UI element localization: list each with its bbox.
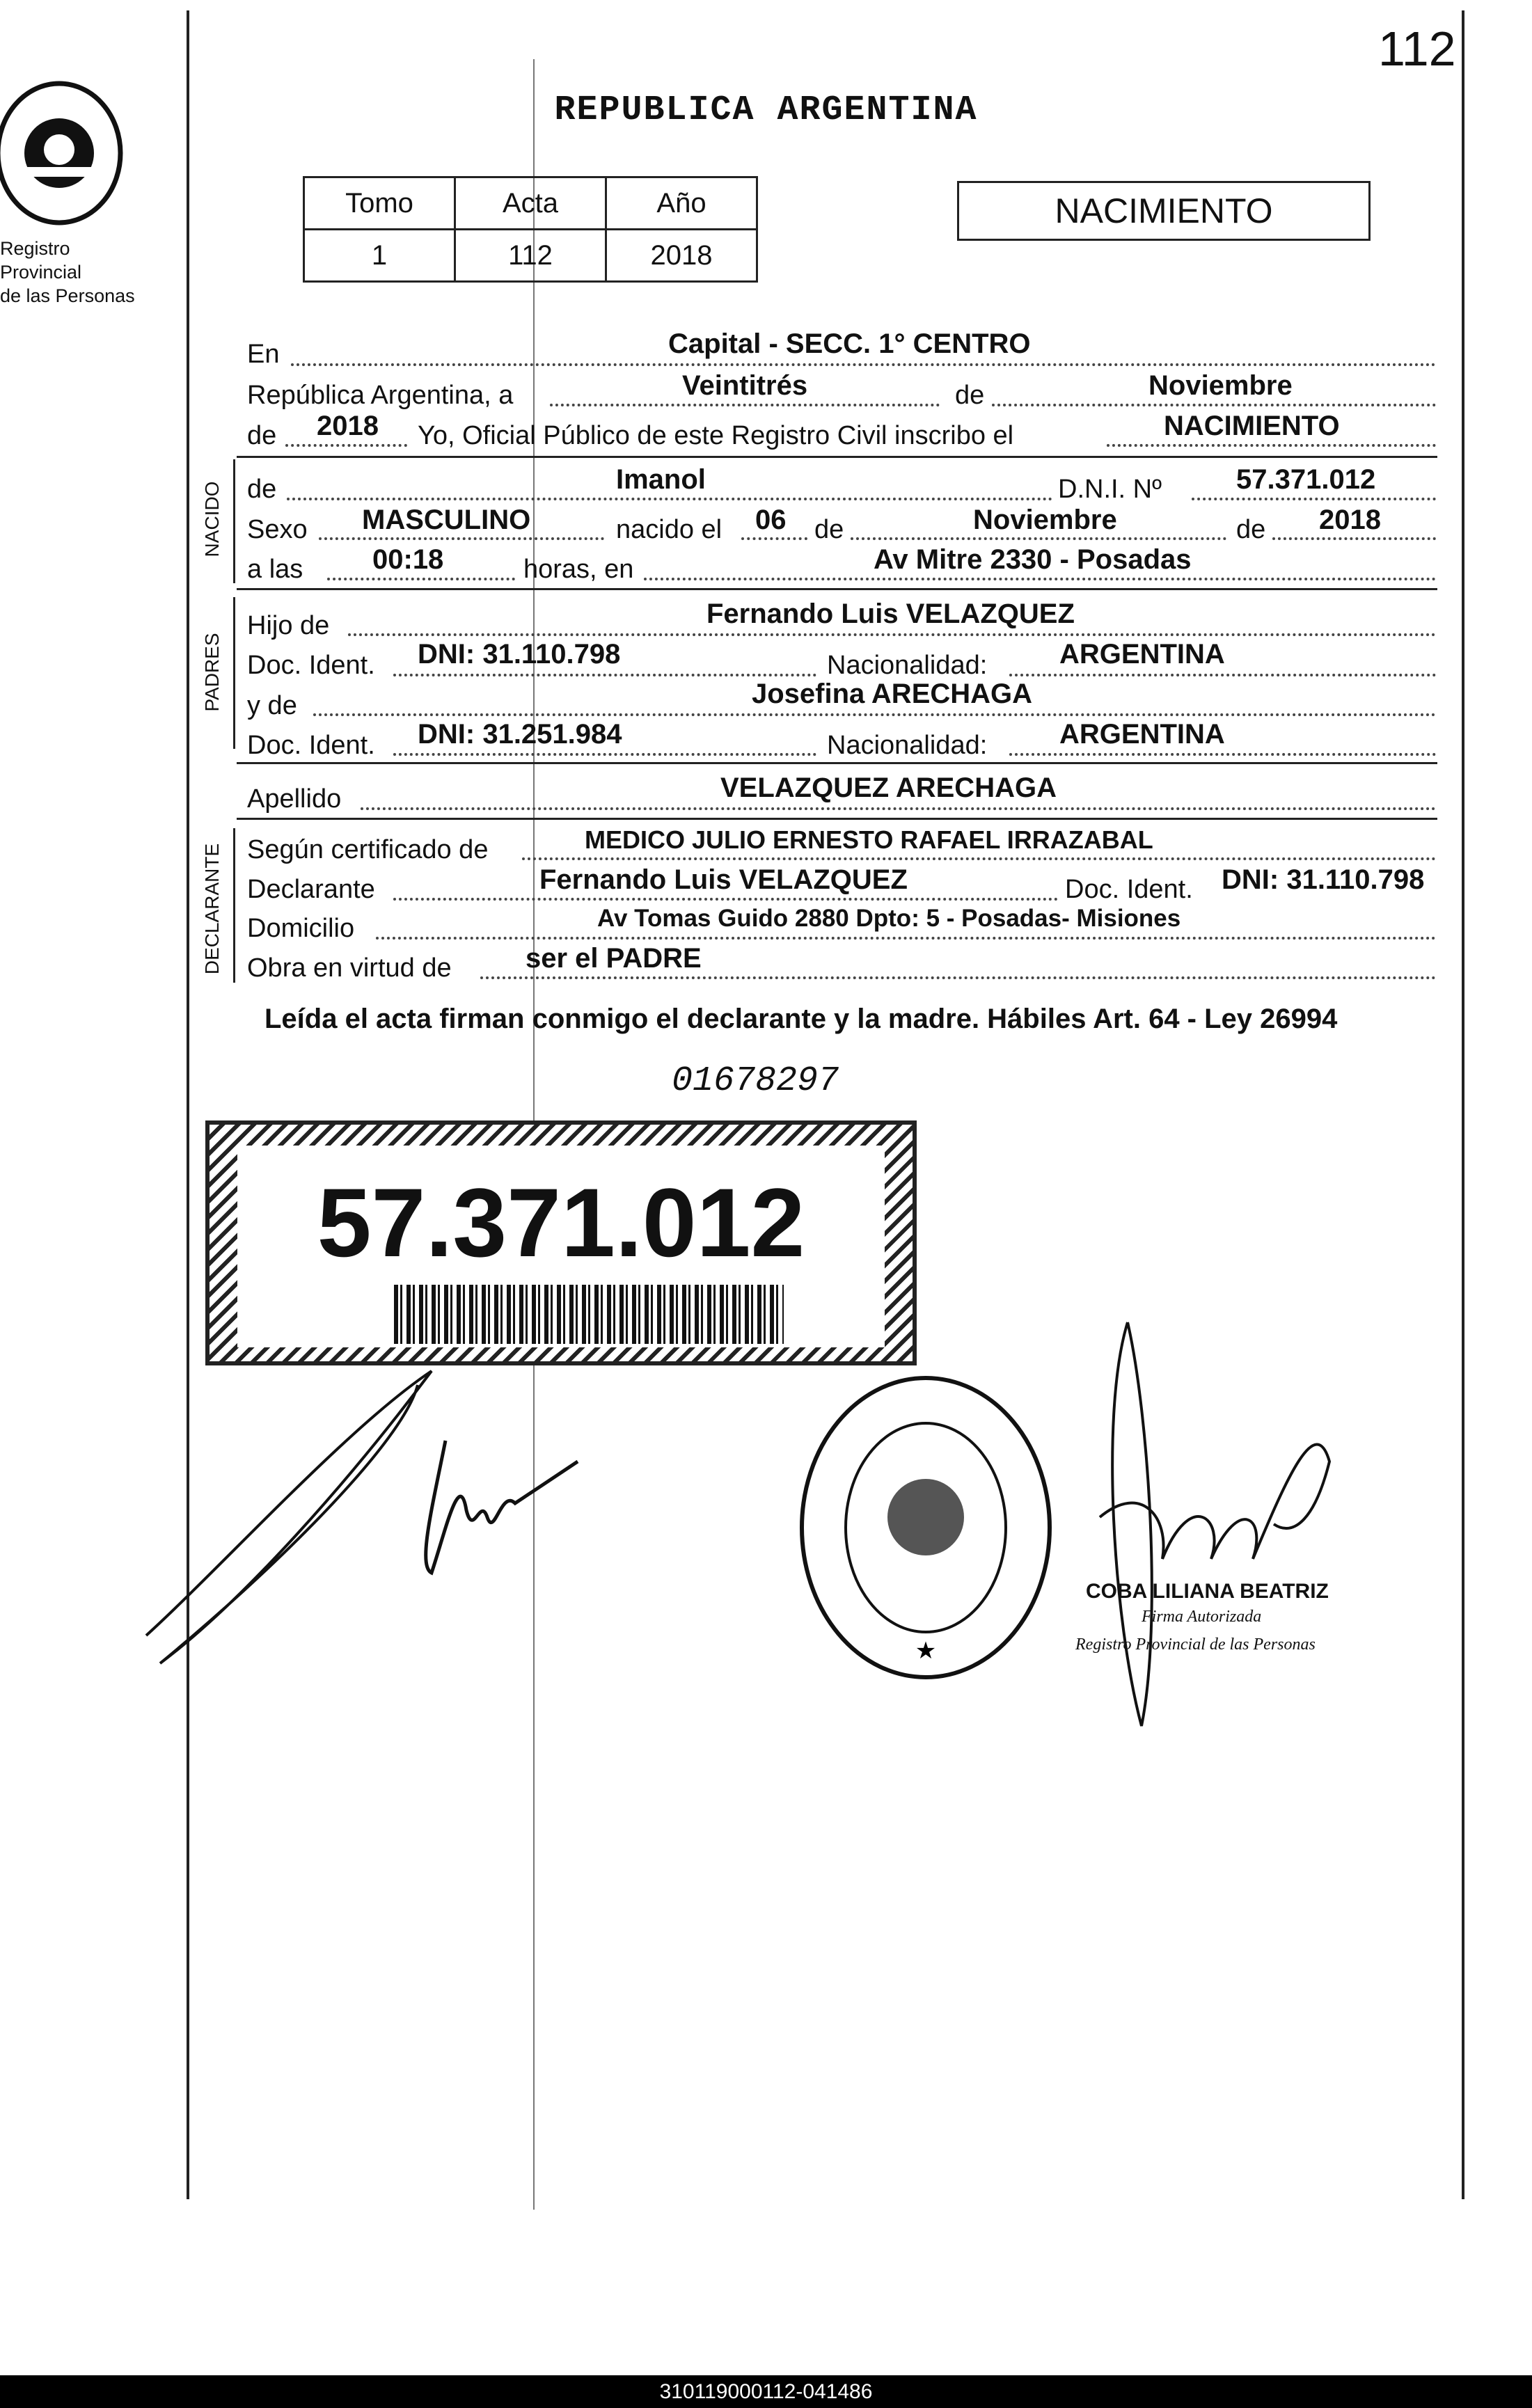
nacido-section-label: NACIDO xyxy=(201,481,223,557)
birth-month: Noviembre xyxy=(973,505,1117,535)
label-year: de xyxy=(247,421,277,450)
page-number: 112 xyxy=(1378,22,1456,76)
label-country: República Argentina, a xyxy=(247,381,514,410)
right-margin-line xyxy=(1462,10,1464,2199)
father-doc: DNI: 31.110.798 xyxy=(418,639,621,670)
surname-value: VELAZQUEZ ARECHAGA xyxy=(720,773,1057,803)
official-seal-icon xyxy=(793,1368,1058,1688)
label-y-de: y de xyxy=(247,691,297,720)
dots-en xyxy=(291,363,1436,366)
label-sexo: Sexo xyxy=(247,515,308,544)
label-father-doc: Doc. Ident. xyxy=(247,651,375,680)
rule-nacido-top xyxy=(237,456,1437,458)
label-hijo-de: Hijo de xyxy=(247,611,330,640)
rule-apellido-top xyxy=(237,762,1437,764)
dots-mother-nat xyxy=(1009,753,1436,756)
label-declarante: Declarante xyxy=(247,875,375,904)
label-horas: horas, en xyxy=(523,555,634,584)
rule-padres-top xyxy=(237,588,1437,590)
value-anio: 2018 xyxy=(606,230,757,282)
registrar-text: Yo, Oficial Público de este Registro Civil inscribo el xyxy=(418,421,1014,450)
declarant-doc: DNI: 31.110.798 xyxy=(1222,864,1425,895)
label-decl-doc: Doc. Ident. xyxy=(1065,875,1193,904)
label-nacido-de: de xyxy=(247,475,277,504)
registry-logo-text xyxy=(0,237,153,308)
mother-doc: DNI: 31.251.984 xyxy=(418,719,622,750)
registry-header-row xyxy=(304,177,757,230)
value-tomo: 1 xyxy=(304,230,455,282)
provincial-emblem-icon xyxy=(0,77,132,230)
dots-name xyxy=(287,498,1052,500)
declarante-section-label: DECLARANTE xyxy=(201,843,223,975)
child-sex: MASCULINO xyxy=(362,505,531,535)
label-mother-nat: Nacionalidad: xyxy=(827,731,988,760)
registry-value-row xyxy=(304,230,757,282)
padres-section-label: PADRES xyxy=(201,633,223,712)
official-org: Registro Provincial de las Personas xyxy=(1075,1635,1316,1654)
dots-father-doc xyxy=(393,674,816,676)
header-anio: Año xyxy=(606,177,757,230)
date-day: Veintitrés xyxy=(682,370,808,401)
certificate-value: MEDICO JULIO ERNESTO RAFAEL IRRAZABAL xyxy=(585,825,1153,854)
dots-act xyxy=(1107,444,1436,447)
closing-note: Leída el acta firman conmigo el declarante y la madre. Hábiles Art. 64 - Ley 26994 xyxy=(264,1004,1338,1034)
dots-birth-place xyxy=(644,578,1436,580)
label-de-2: de xyxy=(814,515,844,544)
label-apellido: Apellido xyxy=(247,784,342,814)
label-obra: Obra en virtud de xyxy=(247,953,452,983)
id-number: 57.371.012 xyxy=(317,1168,805,1277)
label-father-nat: Nacionalidad: xyxy=(827,651,988,680)
dots-birth-month xyxy=(851,537,1226,540)
dots-father xyxy=(348,633,1436,636)
declarant-name: Fernando Luis VELAZQUEZ xyxy=(539,864,908,895)
father-nationality: ARGENTINA xyxy=(1059,639,1225,670)
birth-year: 2018 xyxy=(1319,505,1381,535)
label-domicilio: Domicilio xyxy=(247,914,355,943)
dots-dni xyxy=(1192,498,1436,500)
header-acta: Acta xyxy=(455,177,606,230)
domicile-value: Av Tomas Guido 2880 Dpto: 5 - Posadas- Misiones xyxy=(597,905,1181,932)
header-tomo: Tomo xyxy=(304,177,455,230)
logo-line-1: Registro Provincial xyxy=(0,238,82,283)
dots-day xyxy=(550,404,940,406)
label-nacido-el: nacido el xyxy=(616,515,722,544)
official-name: COBA LILIANA BEATRIZ xyxy=(1086,1580,1329,1603)
logo-line-2: de las Personas xyxy=(0,285,135,306)
dots-mother xyxy=(313,713,1436,716)
dots-year xyxy=(285,444,407,447)
left-margin-line xyxy=(187,10,189,2199)
svg-text:★: ★ xyxy=(915,1637,937,1665)
serial-stamp: 01678297 xyxy=(672,1061,839,1101)
mother-nationality: ARGENTINA xyxy=(1059,719,1225,750)
dots-time xyxy=(327,578,515,580)
obra-value: ser el PADRE xyxy=(526,943,702,974)
padres-bracket xyxy=(233,597,235,749)
dots-mother-doc xyxy=(393,753,816,756)
declarant-signature xyxy=(139,1357,592,1677)
birth-time: 00:18 xyxy=(372,544,444,575)
official-role: Firma Autorizada xyxy=(1142,1608,1262,1626)
dots-birth-day xyxy=(741,537,807,540)
place-value: Capital - SECC. 1° CENTRO xyxy=(668,328,1031,359)
label-mother-doc: Doc. Ident. xyxy=(247,731,375,760)
dots-domicilio xyxy=(376,937,1436,940)
dots-obra xyxy=(480,976,1436,979)
document-title: REPUBLICA ARGENTINA xyxy=(554,90,978,130)
dots-birth-year xyxy=(1272,537,1436,540)
label-en: En xyxy=(247,340,280,369)
date-month: Noviembre xyxy=(1148,370,1293,401)
child-dni: 57.371.012 xyxy=(1236,464,1376,495)
date-year: 2018 xyxy=(317,411,379,441)
dots-father-nat xyxy=(1009,674,1436,676)
value-acta: 112 xyxy=(455,230,606,282)
barcode-label-inner xyxy=(237,1146,885,1347)
id-barcode-label xyxy=(205,1120,917,1365)
registry-table xyxy=(303,176,758,283)
footer-code: 310119000112-041486 xyxy=(0,2375,1532,2408)
father-name: Fernando Luis VELAZQUEZ xyxy=(706,599,1075,629)
dots-sexo xyxy=(319,537,604,540)
declarante-bracket xyxy=(233,828,235,983)
birth-day: 06 xyxy=(755,505,787,535)
birth-place: Av Mitre 2330 - Posadas xyxy=(874,544,1192,575)
label-cert: Según certificado de xyxy=(247,835,489,864)
document-type-box: NACIMIENTO xyxy=(957,181,1371,241)
label-dni: D.N.I. Nº xyxy=(1058,475,1162,504)
dots-cert xyxy=(522,857,1436,860)
dots-month xyxy=(992,404,1436,406)
nacido-bracket xyxy=(233,459,235,583)
mother-name: Josefina ARECHAGA xyxy=(752,679,1033,709)
act-value: NACIMIENTO xyxy=(1164,411,1340,441)
label-de-3: de xyxy=(1236,515,1266,544)
label-a-las: a las xyxy=(247,555,303,584)
dots-apellido xyxy=(361,807,1436,810)
barcode-icon xyxy=(394,1285,784,1344)
dots-declarante xyxy=(393,898,1058,901)
label-de: de xyxy=(955,381,985,410)
rule-declarante-top xyxy=(237,818,1437,820)
official-signature xyxy=(1086,1308,1399,1740)
child-name: Imanol xyxy=(616,464,706,495)
